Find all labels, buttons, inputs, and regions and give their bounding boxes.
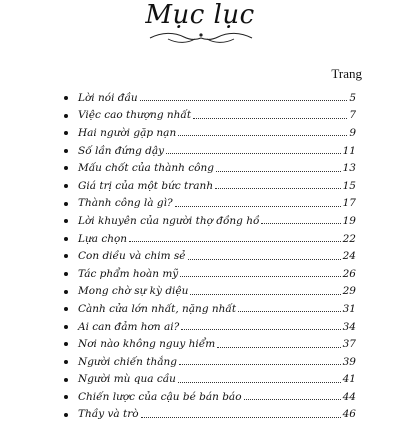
toc-entry[interactable] — [64, 142, 356, 160]
dot-leader — [178, 123, 347, 136]
bullet-icon — [64, 219, 68, 223]
toc-entry-title: Tác phẩm hoàn mỹ — [78, 267, 179, 280]
toc-entry-page-number: 19 — [342, 214, 356, 227]
toc-entry-page-number: 26 — [342, 267, 356, 280]
toc-entry[interactable] — [64, 283, 356, 301]
toc-list — [64, 89, 356, 423]
toc-entry[interactable] — [64, 300, 356, 318]
toc-entry-title: Mong chờ sự kỳ diệu — [78, 285, 189, 298]
toc-entry-title: Số lần đứng dậy — [78, 144, 165, 157]
toc-entry-page-number: 22 — [342, 232, 356, 245]
toc-entry[interactable] — [64, 159, 356, 177]
bullet-icon — [64, 360, 68, 364]
dot-leader — [178, 370, 341, 383]
bullet-icon — [64, 325, 68, 329]
bullet-icon — [64, 114, 68, 118]
dot-leader — [166, 141, 341, 154]
toc-entry[interactable] — [64, 230, 356, 248]
bullet-icon — [64, 149, 68, 153]
dot-leader — [181, 317, 340, 330]
toc-entry-page-number: 15 — [342, 179, 356, 192]
dot-leader — [244, 387, 341, 400]
flourish-divider-icon — [148, 30, 254, 46]
toc-entry[interactable] — [64, 406, 356, 423]
toc-entry-title: Người chiến thắng — [78, 355, 177, 368]
toc-entry[interactable] — [64, 247, 356, 265]
bullet-icon — [64, 395, 68, 399]
toc-entry-title: Người mù qua cầu — [78, 373, 176, 386]
toc-entry-title: Thành công là gì? — [78, 197, 173, 210]
toc-entry-title: Con diều và chim sẻ — [78, 250, 186, 263]
toc-entry[interactable] — [64, 318, 356, 336]
bullet-icon — [64, 96, 68, 100]
toc-entry-page-number: 34 — [342, 320, 356, 333]
toc-entry-page-number: 37 — [342, 338, 356, 351]
bullet-icon — [64, 307, 68, 311]
toc-entry-page-number: 13 — [342, 162, 356, 175]
toc-entry[interactable] — [64, 388, 356, 406]
bullet-icon — [64, 290, 68, 294]
bullet-icon — [64, 166, 68, 170]
toc-entry[interactable] — [64, 124, 356, 142]
dot-leader — [180, 264, 340, 277]
dot-leader — [179, 352, 341, 365]
page-column-header: Trang — [331, 66, 362, 81]
toc-entry-title: Hai người gặp nạn — [78, 126, 177, 139]
bullet-icon — [64, 342, 68, 346]
bullet-icon — [64, 237, 68, 241]
toc-entry[interactable] — [64, 265, 356, 283]
toc-entry-page-number: 5 — [349, 91, 356, 104]
dot-leader — [141, 405, 341, 418]
toc-entry-page-number: 17 — [342, 197, 356, 210]
toc-entry-title: Lời nói đầu — [78, 91, 138, 104]
dot-leader — [175, 194, 341, 207]
toc-entry[interactable] — [64, 353, 356, 371]
dot-leader — [140, 88, 348, 101]
toc-entry-page-number: 44 — [342, 390, 356, 403]
toc-entry-title: Thầy và trò — [78, 408, 139, 421]
toc-entry[interactable] — [64, 89, 356, 107]
bullet-icon — [64, 272, 68, 276]
toc-entry-page-number: 41 — [342, 373, 356, 386]
toc-entry[interactable] — [64, 335, 356, 353]
toc-entry-title: Mấu chốt của thành công — [78, 162, 214, 175]
toc-entry-title: Lời khuyên của người thợ đồng hồ — [78, 214, 260, 227]
toc-entry[interactable] — [64, 195, 356, 213]
toc-entry-page-number: 24 — [342, 250, 356, 263]
toc-entry-page-number: 11 — [342, 144, 356, 157]
toc-entry-title: Lựa chọn — [78, 232, 128, 245]
toc-entry-page-number: 31 — [342, 302, 356, 315]
toc-entry[interactable] — [64, 177, 356, 195]
bullet-icon — [64, 184, 68, 188]
toc-entry-title: Nơi nào không nguy hiểm — [78, 338, 216, 351]
bullet-icon — [64, 413, 68, 417]
dot-leader — [261, 211, 340, 224]
toc-entry[interactable] — [64, 371, 356, 389]
dot-leader — [193, 106, 347, 119]
toc-entry-title: Giá trị của một bức tranh — [78, 179, 214, 192]
dot-leader — [217, 335, 340, 348]
toc-entry-page-number: 9 — [349, 126, 356, 139]
toc-entry-page-number: 46 — [342, 408, 356, 421]
dot-leader — [238, 299, 341, 312]
toc-entry-title: Việc cao thượng nhất — [78, 109, 192, 122]
toc-entry-page-number: 7 — [349, 109, 356, 122]
bullet-icon — [64, 131, 68, 135]
toc-entry[interactable] — [64, 107, 356, 125]
bullet-icon — [64, 254, 68, 258]
dot-leader — [190, 282, 340, 295]
toc-entry-page-number: 39 — [342, 355, 356, 368]
bullet-icon — [64, 202, 68, 206]
toc-entry-title: Ai can đảm hơn ai? — [78, 320, 180, 333]
dot-leader — [216, 159, 341, 172]
dot-leader — [215, 176, 341, 189]
bullet-icon — [64, 378, 68, 382]
toc-entry[interactable] — [64, 212, 356, 230]
toc-entry-page-number: 29 — [342, 285, 356, 298]
dot-leader — [129, 229, 341, 242]
toc-title: Mục lục — [145, 0, 255, 30]
toc-entry-title: Cành cửa lớn nhất, nặng nhất — [78, 302, 237, 315]
toc-entry-title: Chiến lược của cậu bé bán báo — [78, 390, 242, 403]
dot-leader — [188, 247, 341, 260]
